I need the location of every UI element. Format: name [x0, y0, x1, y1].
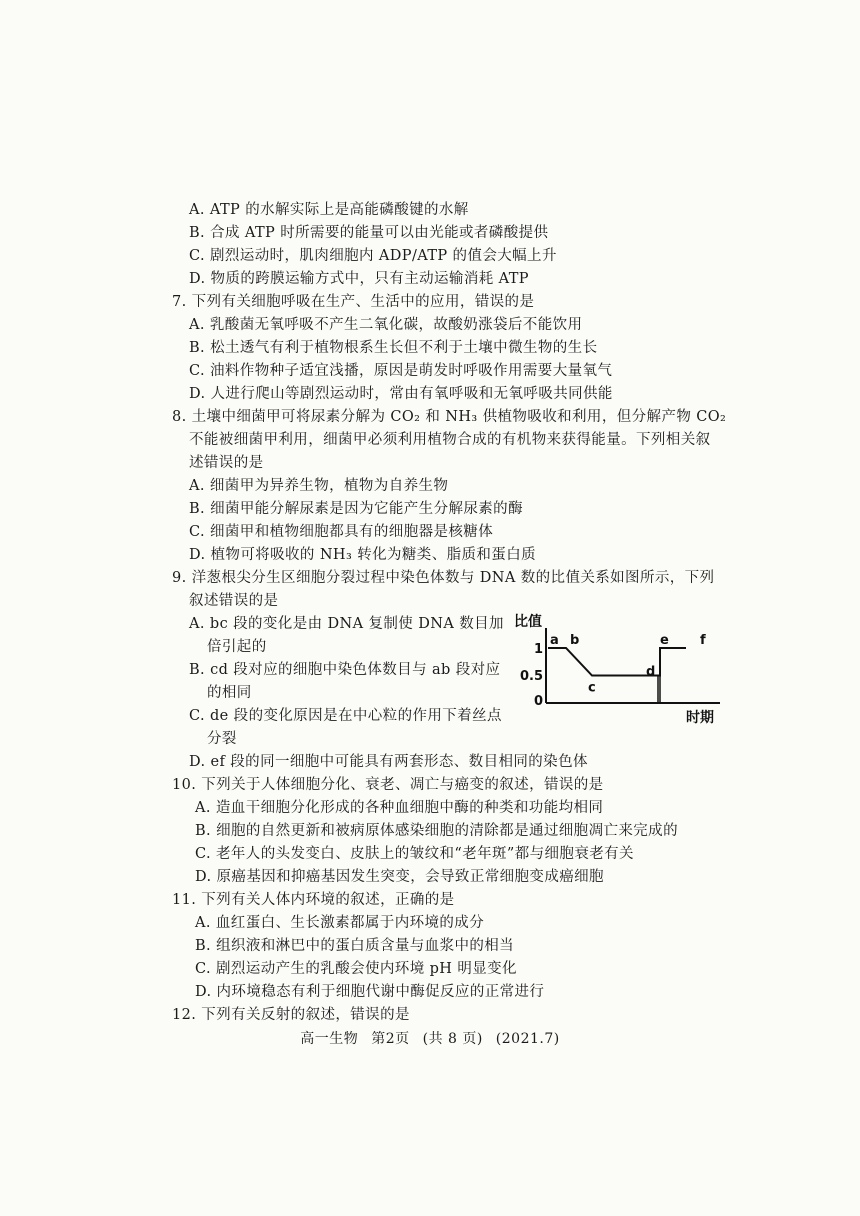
q12-stem: 12. 下列有关反射的叙述，错误的是	[172, 1007, 410, 1023]
q7-option-a: A. 乳酸菌无氧呼吸不产生二氧化碳，故酸奶涨袋后不能饮用	[189, 317, 583, 333]
q6-option-d: D. 物质的跨膜运输方式中，只有主动运输消耗 ATP	[189, 271, 529, 287]
q6-option-b: B. 合成 ATP 时所需要的能量可以由光能或者磷酸提供	[189, 225, 549, 241]
q9-option-b-line1: B. cd 段对应的细胞中染色体数目与 ab 段对应	[189, 662, 501, 678]
q8-stem-line1: 8. 土壤中细菌甲可将尿素分解为 CO₂ 和 NH₃ 供植物吸收和利用，但分解产物 CO₂	[172, 409, 727, 425]
page-footer	[0, 1028, 860, 1048]
q6-option-c: C. 剧烈运动时，肌肉细胞内 ADP/ATP 的值会大幅上升	[189, 248, 557, 264]
q8-option-a: A. 细菌甲为异养生物，植物为自养生物	[189, 478, 449, 494]
point-label-d: d	[646, 664, 656, 680]
q7-option-b: B. 松土透气有利于植物根系生长但不利于土壤中微生物的生长	[189, 340, 598, 356]
ratio-chart	[510, 610, 730, 728]
q8-stem-line3: 述错误的是	[189, 455, 264, 471]
q9-option-b-line2: 的相同	[207, 685, 252, 701]
q11-option-b: B. 组织液和淋巴中的蛋白质含量与血浆中的相当	[195, 938, 515, 954]
x-axis-label: 时期	[686, 710, 714, 726]
q8-stem-line2: 不能被细菌甲利用，细菌甲必须利用植物合成的有机物来获得能量。下列相关叙	[189, 432, 711, 448]
q8-option-b: B. 细菌甲能分解尿素是因为它能产生分解尿素的酶	[189, 501, 523, 517]
ratio-series-line	[548, 648, 686, 676]
q11-option-a: A. 血红蛋白、生长激素都属于内环境的成分	[195, 915, 485, 931]
footer-subject: 高一生物	[300, 1031, 359, 1047]
q10-option-b: B. 细胞的自然更新和被病原体感染细胞的清除都是通过细胞凋亡来完成的	[195, 823, 678, 839]
q9-stem-line2: 叙述错误的是	[189, 593, 279, 609]
q11-option-d: D. 内环境稳态有利于细胞代谢中酶促反应的正常进行	[195, 984, 545, 1000]
q9-option-a-line2: 倍引起的	[207, 639, 267, 655]
point-label-a: a	[550, 633, 559, 648]
q7-option-d: D. 人进行爬山等剧烈运动时，常由有氧呼吸和无氧呼吸共同供能	[189, 386, 613, 402]
q7-stem: 7. 下列有关细胞呼吸在生产、生活中的应用，错误的是	[172, 294, 535, 310]
q9-option-a-line1: A. bc 段的变化是由 DNA 复制使 DNA 数目加	[189, 616, 504, 632]
q9-option-c-line1: C. de 段的变化原因是在中心粒的作用下着丝点	[189, 708, 502, 724]
point-label-e: e	[660, 633, 669, 648]
y-tick-0-5: 0.5	[520, 669, 544, 684]
point-label-c: c	[588, 680, 596, 696]
footer-page: 第2页	[371, 1031, 410, 1047]
q10-option-c: C. 老年人的头发变白、皮肤上的皱纹和“老年斑”都与细胞衰老有关	[195, 846, 634, 862]
q9-stem-line1: 9. 洋葱根尖分生区细胞分裂过程中染色体数与 DNA 数的比值关系如图所示，下列	[172, 570, 715, 586]
q10-stem: 10. 下列关于人体细胞分化、衰老、凋亡与癌变的叙述，错误的是	[172, 777, 604, 793]
y-tick-0: 0	[534, 694, 544, 709]
point-label-b: b	[570, 633, 580, 648]
footer-date: (2021.7)	[495, 1031, 560, 1047]
q11-option-c: C. 剧烈运动产生的乳酸会使内环境 pH 明显变化	[195, 961, 517, 977]
footer-total: (共 8 页)	[422, 1031, 483, 1047]
point-labels	[550, 633, 706, 696]
q8-option-d: D. 植物可将吸收的 NH₃ 转化为糖类、脂质和蛋白质	[189, 547, 536, 563]
q8-option-c: C. 细菌甲和植物细胞都具有的细胞器是核糖体	[189, 524, 494, 540]
q10-option-d: D. 原癌基因和抑癌基因发生突变，会导致正常细胞变成癌细胞	[195, 869, 604, 885]
y-tick-1: 1	[534, 642, 544, 657]
q6-option-a: A. ATP 的水解实际上是高能磷酸键的水解	[189, 202, 469, 218]
q10-option-a: A. 造血干细胞分化形成的各种血细胞中酶的种类和功能均相同	[195, 800, 604, 816]
q9-option-d: D. ef 段的同一细胞中可能具有两套形态、数目相同的染色体	[189, 754, 588, 770]
point-label-f: f	[700, 633, 706, 648]
y-axis-label: 比值	[514, 614, 542, 630]
q9-option-c-line2: 分裂	[207, 731, 237, 747]
q11-stem: 11. 下列有关人体内环境的叙述，正确的是	[172, 892, 455, 908]
q7-option-c: C. 油料作物种子适宜浅播，原因是萌发时呼吸作用需要大量氧气	[189, 363, 613, 379]
